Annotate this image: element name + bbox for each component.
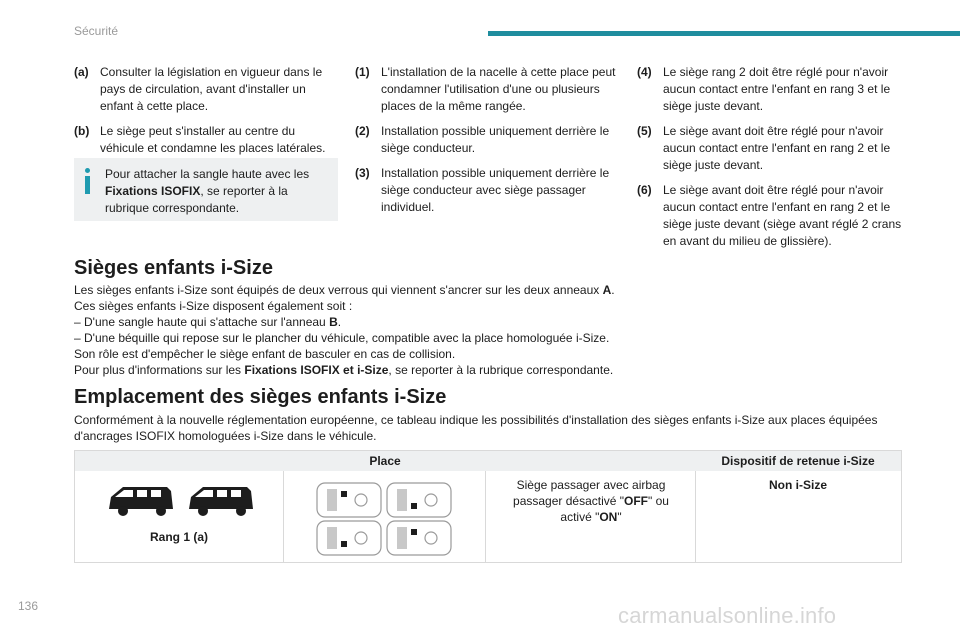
anchor-label: B <box>329 315 338 329</box>
text-run: . <box>611 283 615 297</box>
header-accent-bar <box>488 31 960 36</box>
text-run: Siège passager avec airbag passager désactivé " <box>513 478 666 508</box>
note-key: (a) <box>74 65 89 79</box>
divider <box>283 471 284 563</box>
seat-layout-diagram <box>315 481 455 557</box>
isize-line-6 <box>74 362 634 378</box>
note-5 <box>637 123 903 174</box>
note-text: Installation possible uniquement derrière le siège conducteur. <box>381 124 610 155</box>
info-box <box>74 158 338 221</box>
section-label: Sécurité <box>74 24 119 38</box>
isize-line-4: – D'une béquille qui repose sur le plancher du véhicule, compatible avec la place homologuée i-Size. <box>74 331 610 345</box>
text-run: Les sièges enfants i-Size sont équipés de deux verrous qui viennent s'ancrer sur les deux anneaux <box>74 283 603 297</box>
device-cell: Non i-Size <box>768 478 827 492</box>
isize-line-3 <box>74 314 634 330</box>
isize-title: Sièges enfants i-Size <box>74 257 273 279</box>
notes-right <box>637 64 903 258</box>
placement-intro: Conformément à la nouvelle réglementation européenne, ce tableau indique les possibilités d'installation des sièges enfants i-Size aux places équipées d'ancrages ISOFIX homologuées i-Size dans le véhicule. <box>74 413 878 443</box>
note-key: (6) <box>637 183 652 197</box>
note-text: Le siège rang 2 doit être réglé pour n'avoir aucun contact entre l'enfant en rang 3 et le siège juste devant. <box>663 65 891 113</box>
passenger-seat-cell <box>505 477 677 525</box>
anchor-label: A <box>602 283 612 297</box>
note-text: Le siège peut s'installer au centre du véhicule et condamne les places latérales. <box>100 124 326 155</box>
table-header <box>75 451 901 471</box>
notes-middle <box>355 64 619 224</box>
note-key: (1) <box>355 65 370 79</box>
airbag-on-label: ON <box>599 510 618 524</box>
info-text-bold: Fixations ISOFIX <box>105 184 201 198</box>
note-key: (5) <box>637 124 652 138</box>
row-label: Rang 1 (a) <box>149 530 208 544</box>
note-1 <box>355 64 619 115</box>
info-text-before: Pour attacher la sangle haute avec les <box>105 167 310 181</box>
note-4 <box>637 64 903 115</box>
note-key: (2) <box>355 124 370 138</box>
airbag-off-label: OFF <box>624 494 649 508</box>
note-a <box>74 64 338 115</box>
van-side-icon <box>105 483 257 517</box>
placement-title: Emplacement des sièges enfants i-Size <box>74 386 447 408</box>
divider <box>485 471 486 563</box>
text-run: " <box>617 510 622 524</box>
text-bold: Fixations ISOFIX et i-Size <box>244 363 389 377</box>
page-number: 136 <box>18 599 39 613</box>
text-run: . <box>337 315 342 329</box>
note-text: Consulter la législation en vigueur dans le pays de circulation, avant d'installer un enfant à cette place. <box>100 65 323 113</box>
note-text: L'installation de la nacelle à cette place peut condamner l'utilisation d'une ou plusieurs places de la même rangée. <box>381 65 616 113</box>
note-b <box>74 123 338 157</box>
isize-line-1 <box>74 282 634 298</box>
note-6 <box>637 182 903 250</box>
info-icon <box>84 168 91 198</box>
note-text: Le siège avant doit être réglé pour n'avoir aucun contact entre l'enfant en rang 2 et le siège juste devant. <box>663 124 891 172</box>
text-run: Pour plus d'informations sur les <box>74 363 245 377</box>
text-run: – D'une sangle haute qui s'attache sur l'anneau <box>74 315 330 329</box>
isize-line-5: Son rôle est d'empêcher le siège enfant de basculer en cas de collision. <box>74 347 456 361</box>
note-3 <box>355 165 619 216</box>
text-run: " ou activé " <box>560 494 669 524</box>
text-run: , se reporter à la rubrique correspondante. <box>388 363 614 377</box>
isize-line-2: Ces sièges enfants i-Size disposent également soit : <box>74 299 353 313</box>
header-place: Place <box>369 454 401 468</box>
note-key: (4) <box>637 65 652 79</box>
notes-left <box>74 64 338 165</box>
info-text-after: , se reporter à la rubrique correspondante. <box>105 184 288 215</box>
note-key: (b) <box>74 124 90 138</box>
note-key: (3) <box>355 166 370 180</box>
header-device: Dispositif de retenue i-Size <box>721 454 875 468</box>
isize-table <box>74 450 902 563</box>
note-text: Installation possible uniquement derrière le siège conducteur avec siège passager individuel. <box>381 166 610 214</box>
note-2 <box>355 123 619 157</box>
watermark: carmanualsonline.info <box>618 603 837 628</box>
info-text <box>84 166 328 217</box>
isize-paragraph <box>74 282 634 378</box>
note-text: Le siège avant doit être réglé pour n'avoir aucun contact entre l'enfant en rang 2 et le siège juste devant (siège avant réglé 2 crans en avant du milieu de glissière). <box>663 183 902 248</box>
